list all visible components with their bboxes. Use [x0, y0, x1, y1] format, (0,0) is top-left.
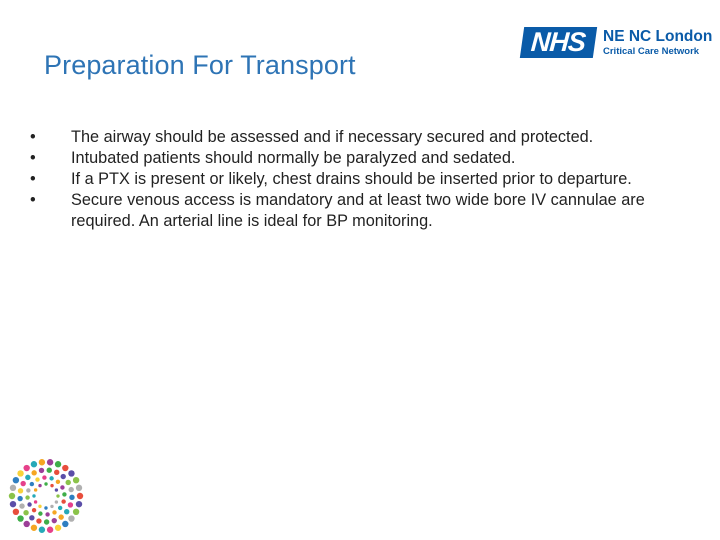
decorative-dot: [32, 508, 36, 512]
bullet-text: The airway should be assessed and if necessary secured and protected.: [71, 128, 594, 146]
decorative-dot: [23, 521, 29, 527]
decorative-dot: [76, 485, 82, 491]
decorative-dot: [36, 518, 41, 523]
decorative-dot: [64, 509, 69, 514]
decorative-dot: [55, 461, 61, 467]
decorative-dot: [58, 506, 62, 510]
decorative-dot: [55, 525, 61, 531]
decorative-dot: [23, 465, 29, 471]
bullet-text: Intubated patients should normally be paralyzed and sedated.: [71, 149, 516, 167]
decorative-dot: [73, 477, 79, 483]
decorative-dot: [10, 501, 16, 507]
decorative-dot: [47, 527, 53, 533]
decorative-dot: [55, 488, 58, 491]
decorative-dot: [58, 514, 63, 519]
decorative-dot: [19, 503, 24, 508]
decorative-dot: [62, 521, 68, 527]
decorative-dot: [18, 488, 23, 493]
decorative-dot: [27, 502, 31, 506]
bullet-item: [30, 190, 690, 232]
decorative-dot: [62, 465, 68, 471]
decorative-dot: [20, 481, 25, 486]
decorative-dot: [61, 474, 66, 479]
decorative-dot: [26, 488, 30, 492]
decorative-dot: [9, 493, 15, 499]
decorative-dot: [17, 496, 22, 501]
decorative-dot: [30, 482, 34, 486]
decorative-dot: [69, 495, 74, 500]
decorative-dot: [47, 468, 52, 473]
bullet-item: [30, 169, 690, 190]
decorative-dot: [68, 502, 73, 507]
decorative-dot: [23, 510, 28, 515]
bullet-marker: •: [30, 191, 36, 209]
decorative-dot: [25, 495, 29, 499]
decorative-dot: [38, 511, 42, 515]
nhs-logo: [522, 27, 712, 58]
nhs-badge: [520, 27, 597, 58]
decorative-dot: [39, 459, 45, 465]
decorative-dot: [68, 515, 74, 521]
decorative-dot: [39, 527, 45, 533]
decorative-dot: [55, 500, 58, 503]
network-name-line1: NE NC London: [603, 27, 713, 45]
decorative-dot: [54, 470, 59, 475]
decorative-dot: [52, 518, 57, 523]
decorative-dot: [32, 494, 35, 497]
decorative-dot: [56, 494, 59, 497]
decorative-dot: [76, 501, 82, 507]
decorative-dot: [35, 477, 39, 481]
decorative-dot: [52, 510, 56, 514]
bullet-marker: •: [30, 149, 36, 167]
decorative-dot: [49, 476, 53, 480]
bullet-item: [30, 127, 690, 148]
decorative-dot: [13, 477, 19, 483]
decorative-dot: [68, 470, 74, 476]
network-name-line2: Critical Care Network: [603, 46, 700, 57]
bullet-item: [30, 148, 690, 169]
decorative-dot: [34, 488, 37, 491]
decorative-dot: [29, 515, 34, 520]
decorative-dot: [44, 506, 47, 509]
network-name: [603, 29, 712, 57]
bullet-list: [30, 127, 690, 232]
decorative-dot: [38, 505, 41, 508]
slide-title: Preparation For Transport: [44, 50, 356, 80]
decorative-dot: [44, 519, 49, 524]
decorative-dot: [66, 480, 71, 485]
decorative-dot: [56, 480, 60, 484]
decorative-dot: [45, 512, 49, 516]
decorative-dot: [25, 475, 30, 480]
decorative-dot: [73, 509, 79, 515]
decorative-dot: [13, 509, 19, 515]
decorative-dot: [44, 482, 47, 485]
decorative-dot: [17, 470, 23, 476]
decorative-dot: [47, 459, 53, 465]
decorative-dot: [50, 484, 53, 487]
bullet-text: Secure venous access is mandatory and at least two wide bore IV cannulae are required. An arterial line is ideal for BP monitoring.: [71, 191, 645, 230]
bullet-marker: •: [30, 170, 36, 188]
decorative-dot: [60, 485, 64, 489]
decorative-dot: [34, 500, 37, 503]
decorative-dot: [38, 484, 41, 487]
decorative-dot: [39, 468, 44, 473]
decorative-dot: [17, 515, 23, 521]
decorative-dot: [62, 492, 66, 496]
decorative-dot: [31, 461, 37, 467]
dotted-circle-decoration: [6, 456, 86, 536]
nhs-badge-text: NHS: [530, 27, 587, 57]
decorative-dot: [31, 525, 37, 531]
decorative-dot: [61, 499, 65, 503]
decorative-dot: [10, 485, 16, 491]
decorative-dot: [42, 475, 46, 479]
decorative-dot: [50, 505, 53, 508]
bullet-text: If a PTX is present or likely, chest drains should be inserted prior to departure.: [71, 170, 632, 188]
bullet-marker: •: [30, 128, 36, 146]
decorative-dot: [69, 487, 74, 492]
decorative-dot: [31, 470, 36, 475]
decorative-dot: [77, 493, 83, 499]
